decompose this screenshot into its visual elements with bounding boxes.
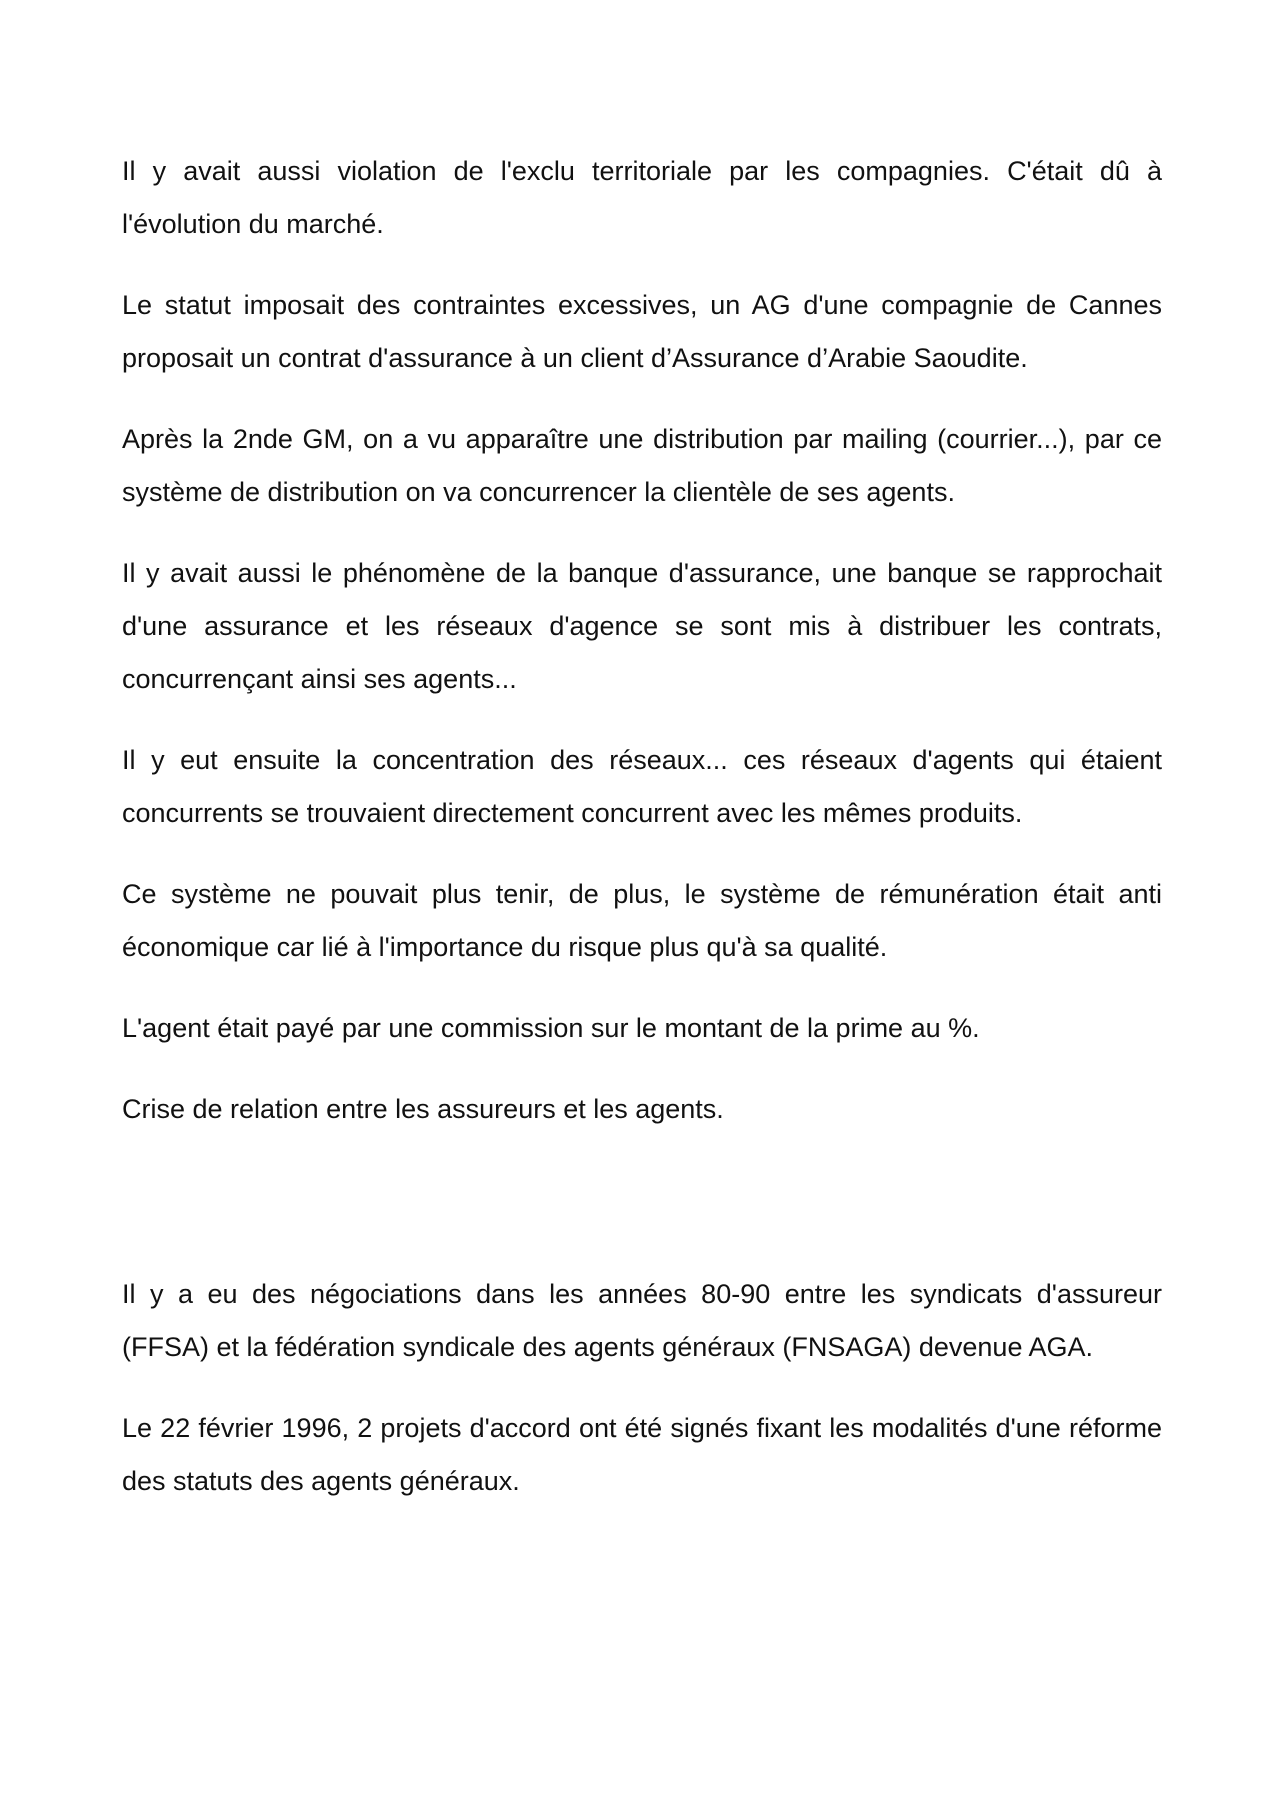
section-gap — [122, 1164, 1162, 1268]
paragraph-negociations: Il y a eu des négociations dans les années 80-90 entre les syndicats d'assureur (FFSA) et la fédération syndicale des agents généraux (FNSAGA) devenue AGA. — [122, 1279, 1162, 1362]
paragraph-distribution-mailing: Après la 2nde GM, on a vu apparaître une distribution par mailing (courrier...), par ce système de distribution on va concurrencer la clientèle de ses agents. — [122, 424, 1162, 507]
document-body — [122, 145, 1162, 1536]
paragraph-banque-assurance: Il y avait aussi le phénomène de la banque d'assurance, une banque se rapprochait d'une assurance et les réseaux d'agence se sont mis à distribuer les contrats, concurrençant ainsi ses agents... — [122, 558, 1162, 694]
paragraph-concentration-reseaux: Il y eut ensuite la concentration des réseaux... ces réseaux d'agents qui étaient concurrents se trouvaient directement concurrent avec les mêmes produits. — [122, 745, 1162, 828]
paragraph-exclusivite-territoriale: Il y avait aussi violation de l'exclu territoriale par les compagnies. C'était dû à l'évolution du marché. — [122, 156, 1162, 239]
paragraph-systeme-remuneration: Ce système ne pouvait plus tenir, de plus, le système de rémunération était anti économique car lié à l'importance du risque plus qu'à sa qualité. — [122, 879, 1162, 962]
paragraph-crise-relation: Crise de relation entre les assureurs et les agents. — [122, 1094, 724, 1124]
paragraph-commission-agent: L'agent était payé par une commission sur le montant de la prime au %. — [122, 1013, 980, 1043]
paragraph-contraintes-statut: Le statut imposait des contraintes excessives, un AG d'une compagnie de Cannes proposait un contrat d'assurance à un client d’Assurance d’Arabie Saoudite. — [122, 290, 1162, 373]
paragraph-accord-1996: Le 22 février 1996, 2 projets d'accord ont été signés fixant les modalités d'une réforme des statuts des agents généraux. — [122, 1413, 1162, 1496]
